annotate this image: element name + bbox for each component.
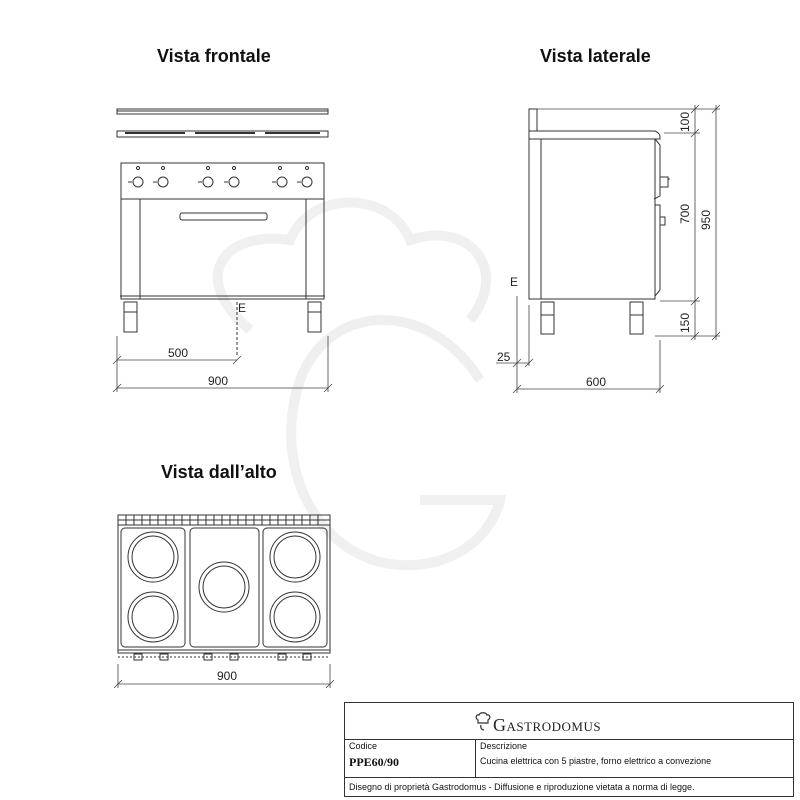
hotplate-rear-left [128, 532, 178, 582]
title-block [344, 702, 794, 797]
side-height-legs-dimension: 150 [678, 312, 692, 333]
front-control-panel [121, 163, 324, 199]
side-view-title: Vista laterale [540, 46, 651, 66]
top-view-drawing [118, 515, 330, 660]
side-height-body-dimension: 700 [678, 203, 692, 224]
front-view-title: Vista frontale [157, 46, 271, 66]
top-width-dimension: 900 [217, 669, 238, 683]
side-oven-door [655, 205, 660, 296]
code-cell [345, 739, 476, 777]
chef-hat-icon [475, 711, 491, 731]
control-knob [133, 177, 143, 187]
pilot-light [306, 167, 309, 170]
control-knob [158, 177, 168, 187]
side-leg-rear [541, 302, 554, 334]
control-knob [203, 177, 213, 187]
pilot-light [233, 167, 236, 170]
side-backsplash [529, 109, 537, 131]
side-hob-top [529, 131, 660, 139]
pilot-light [279, 167, 282, 170]
control-knob [302, 177, 312, 187]
side-height-top-dimension: 100 [678, 111, 692, 132]
description-label: Descrizione [480, 741, 528, 751]
front-leg-right [308, 302, 321, 332]
title-block-logo-row [345, 703, 793, 740]
control-knob [277, 177, 287, 187]
side-body [529, 139, 655, 299]
side-knob [660, 177, 668, 187]
ownership-notice: Disegno di proprietà Gastrodomus - Diffusione e riproduzione vietata a norma di legge. [349, 782, 695, 792]
product-code: PPE60/90 [349, 755, 399, 769]
pilot-light [207, 167, 210, 170]
side-height-total-dimension: 950 [699, 209, 713, 230]
hotplate-front-right [270, 592, 320, 642]
pilot-light [162, 167, 165, 170]
front-inlet-dimension: 500 [168, 346, 189, 360]
front-leg-left [124, 302, 137, 332]
hotplate-rear-right [270, 532, 320, 582]
hotplate-center [199, 562, 249, 612]
description-cell [476, 739, 793, 777]
front-inlet-label: E [238, 301, 247, 315]
pilot-light [137, 167, 140, 170]
title-block-info-row [345, 739, 793, 778]
watermark-logo [218, 203, 500, 566]
product-description: Cucina elettrica con 5 piastre, forno elettrico a convezione [480, 756, 712, 766]
oven-handle [180, 213, 267, 220]
side-view-drawing [529, 109, 670, 334]
code-label: Codice [349, 741, 378, 751]
side-leg-front [630, 302, 643, 334]
side-dimension-lines [496, 105, 720, 393]
control-knob [229, 177, 239, 187]
brand-name: Gastrodomus [493, 715, 602, 735]
side-depth-dimension: 600 [586, 375, 607, 389]
front-width-dimension: 900 [208, 374, 229, 388]
side-offset-dimension: 25 [497, 350, 511, 364]
hotplate-front-left [128, 592, 178, 642]
top-view-title: Vista dall’alto [161, 462, 277, 482]
top-hob-surface [118, 525, 330, 653]
side-inlet-label: E [510, 275, 519, 289]
